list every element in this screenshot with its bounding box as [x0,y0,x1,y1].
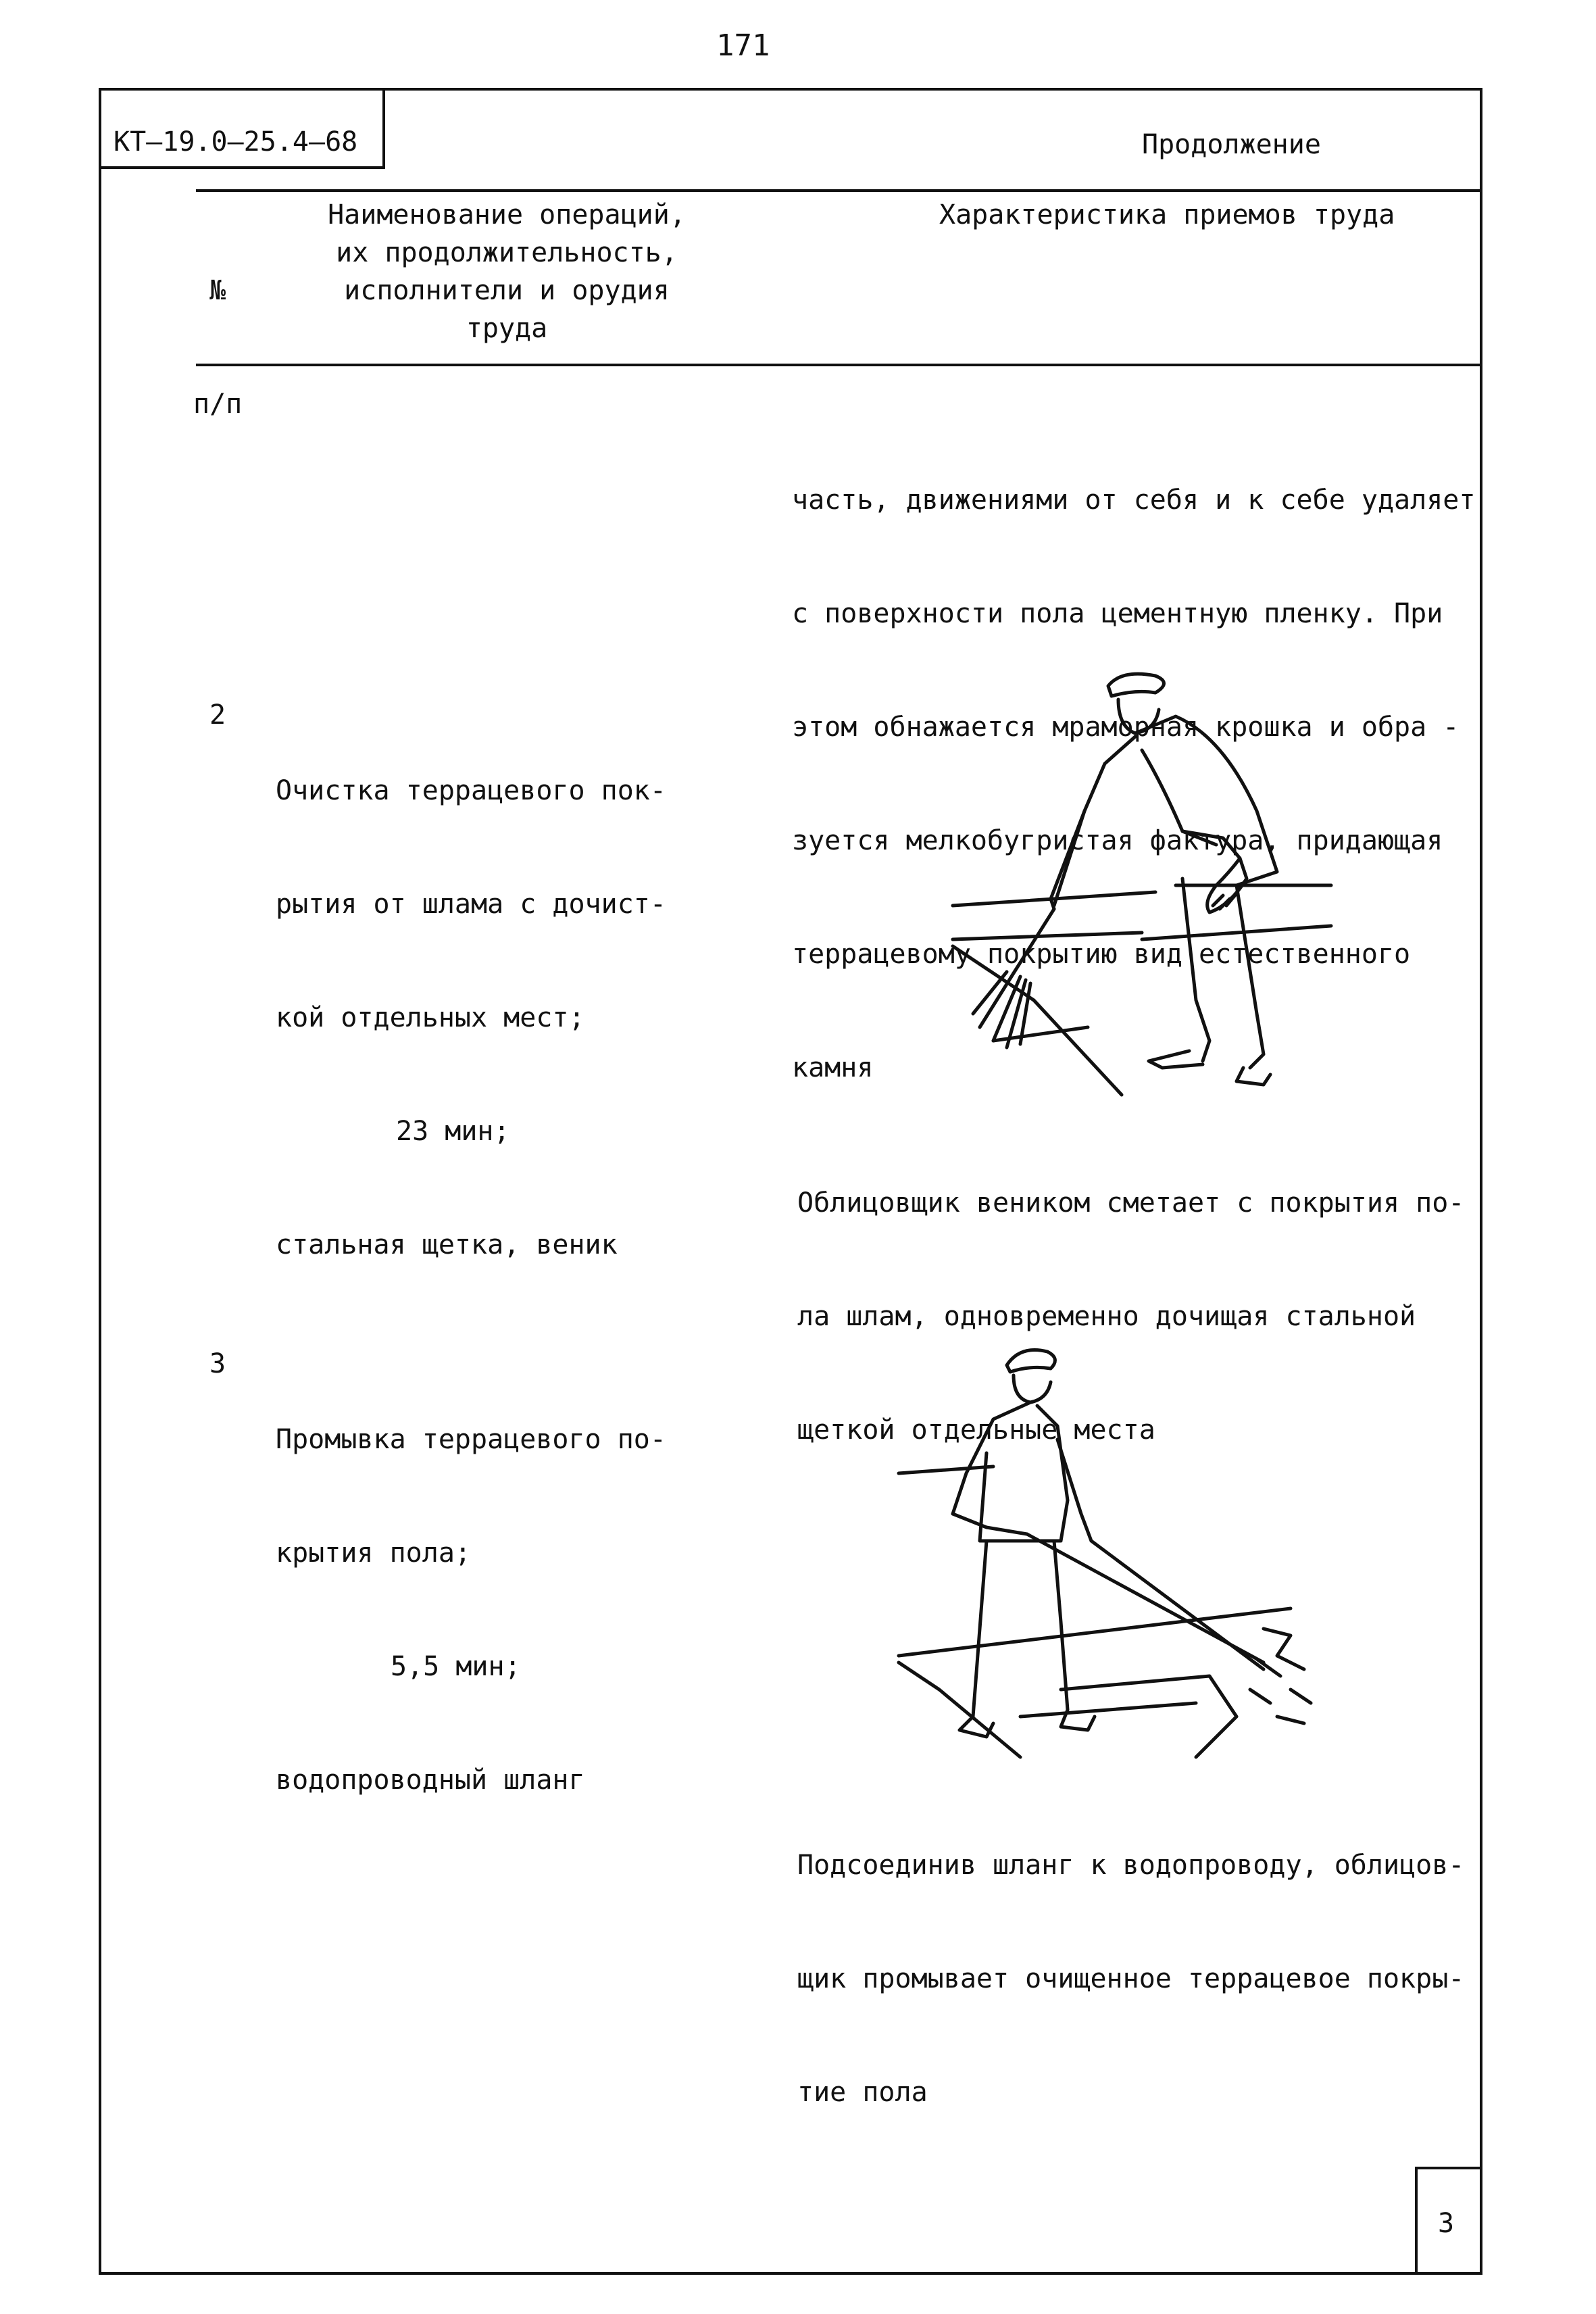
operation-2-description [276,696,666,1302]
operation-2-caption-2: ла шлам, одновременно дочищая стальной [797,1301,1416,1332]
header-bottom-rule [196,364,1481,366]
operation-2-tools: стальная щетка, веник [276,1229,618,1260]
header-operation-line1: Наименование операций, [328,199,686,230]
worker-sweeping-illustration [939,662,1345,1102]
header-operation [318,196,696,347]
header-top-rule [196,189,1481,192]
operation-3-caption-1: Подсоединив шланг к водопроводу, облицов- [797,1850,1465,1881]
header-operation-line4: труда [466,313,548,344]
header-operation-line3: исполнители и орудия [344,275,670,306]
continued-line-3: этом обнажается мраморная крошка и обра - [792,712,1460,743]
operation-2-name-3: кой отдельных мест; [276,1002,585,1033]
operation-3-number: 3 [209,1348,226,1379]
header-number-line1: № [209,275,226,306]
operation-2-duration: 23 мин; [396,1116,510,1147]
operation-3-tools: водопроводный шланг [276,1765,585,1796]
operation-2-name-1: Очистка террацевого пок- [276,775,666,806]
operation-2-caption-3: щеткой отдельные места [797,1414,1155,1446]
operation-3-caption-3: тие пола [797,2077,928,2108]
operation-3-name-1: Промывка террацевого по- [276,1424,666,1455]
continued-line-2: с поверхности пола цементную пленку. При [792,598,1443,629]
sheet-number: 3 [1438,2208,1455,2239]
continued-line-1: часть, движениями от себя и к себе удаляет [792,485,1476,516]
continuation-label: Продолжение [1142,129,1321,160]
continued-line-4: зуется мелкобугристая фактура, придающая [792,825,1443,856]
continued-line-6: камня [792,1052,874,1083]
operation-3-name-2: крытия пола; [276,1537,471,1569]
worker-hosing-illustration [885,1338,1331,1771]
page-number: 171 [716,28,770,63]
operation-3-description [276,1345,666,1837]
header-characteristic: Характеристика приемов труда [939,199,1395,230]
continued-line-5: террацевому покрытию вид естественного [792,939,1411,970]
header-operation-line2: их продолжительность, [336,237,678,268]
operation-3-caption-2: щик промывает очищенное террацевое покры- [797,1963,1465,1994]
operation-2-name-2: рытия от шлама с дочист- [276,889,666,920]
header-number-line2: п/п [193,389,243,420]
operation-2-caption-1: Облицовщик веником сметает с покрытия по- [797,1187,1465,1218]
operation-3-duration: 5,5 мин; [391,1651,521,1682]
doc-code: КТ–19.0–25.4–68 [114,126,358,157]
operation-2-number: 2 [209,699,226,731]
operation-3-caption [797,1771,1464,2149]
header-number [193,196,242,461]
